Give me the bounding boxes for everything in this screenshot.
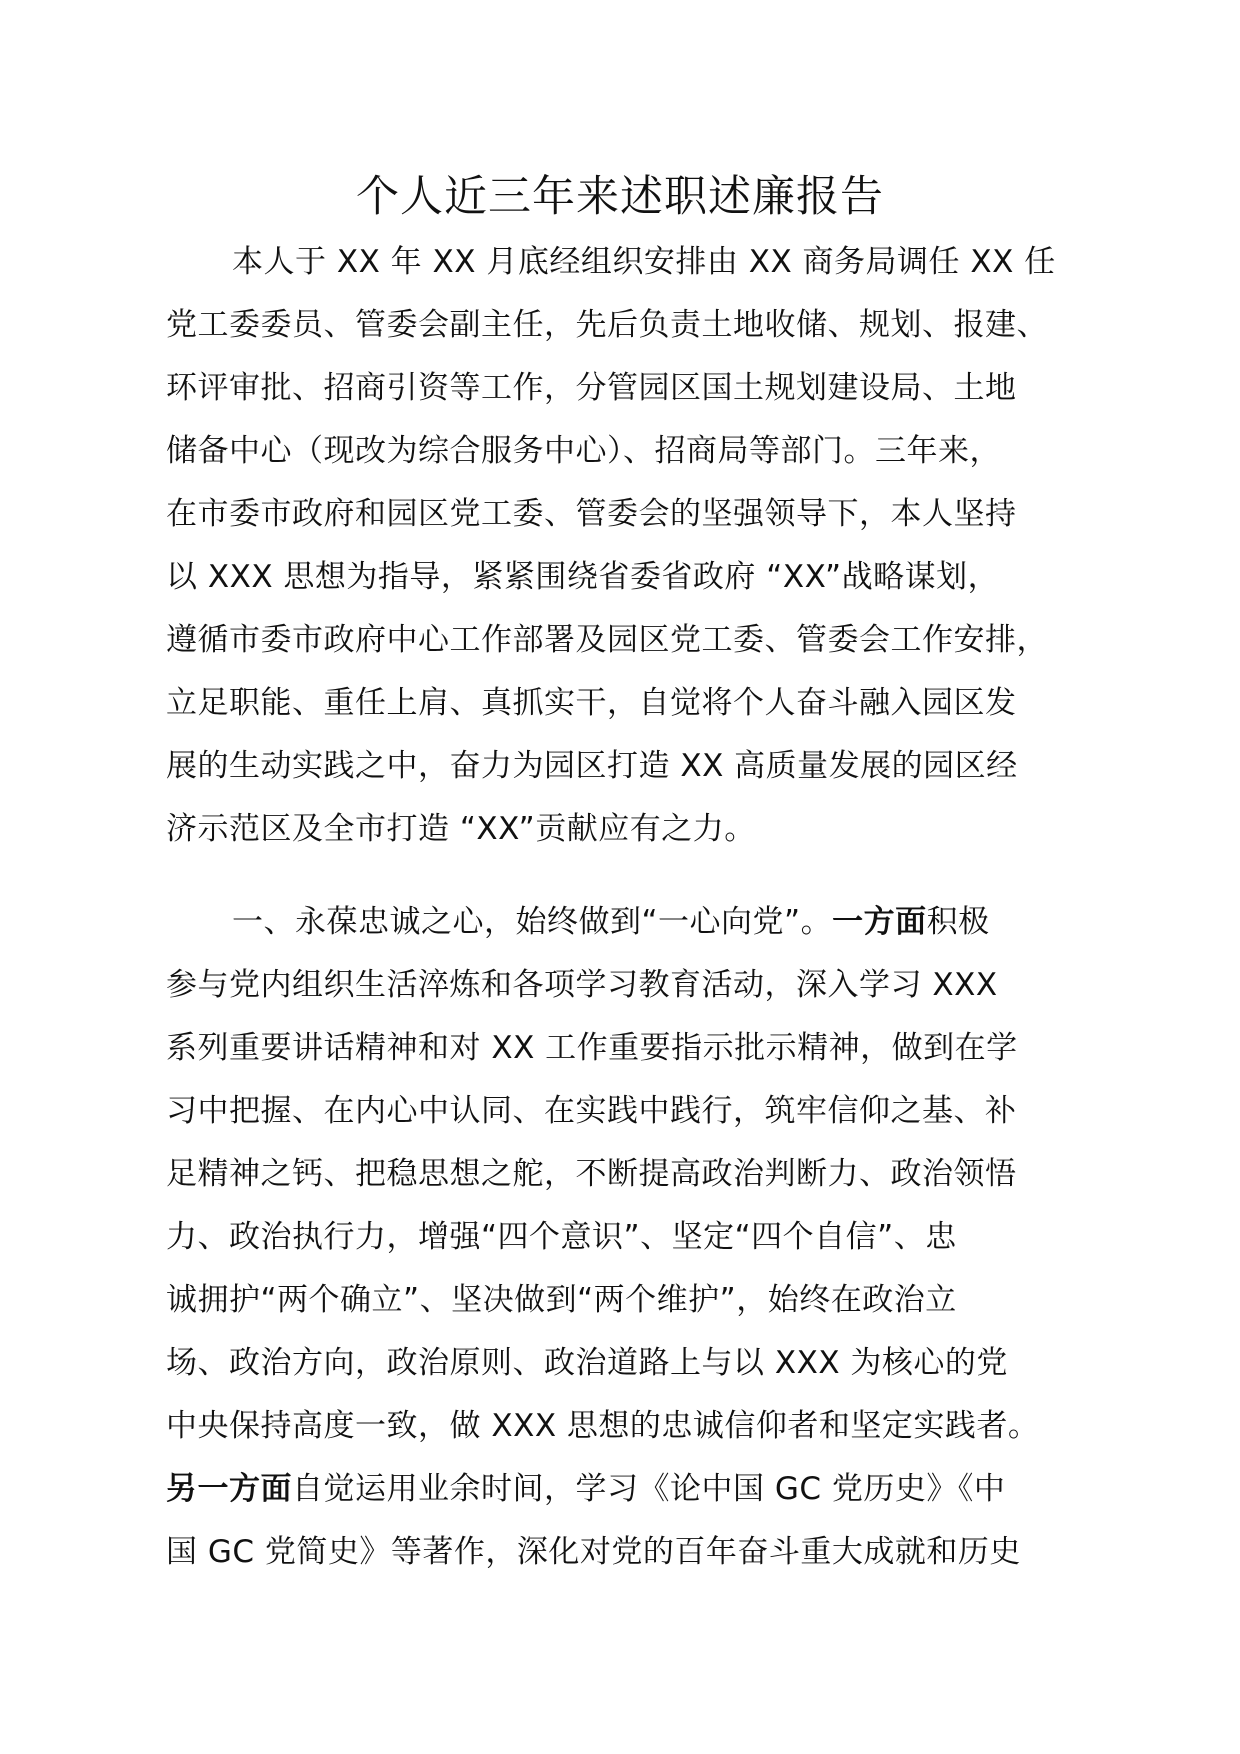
paragraph-2-line [166,1458,1086,1521]
paragraph-1-line: 在市委市政府和园区党工委、管委会的坚强领导下，本人坚持 [166,496,1017,532]
paragraph-1-line: 本人于 XX 年 XX 月底经组织安排由 XX 商务局调任 XX 任 [232,244,1056,280]
paragraph-2-first-line [166,891,1086,954]
emphasis-other-side: 另一方面 [166,1471,292,1507]
paragraph-1-line: 立足职能、重任上肩、真抓实干，自觉将个人奋斗融入园区发 [166,685,1017,721]
paragraph-gap [166,861,1086,891]
paragraph-1-line: 济示范区及全市打造 “XX”贡献应有之力。 [166,811,756,847]
document-body [166,231,1086,1584]
paragraph-2-line: 力、政治执行力，增强“四个意识”、坚定“四个自信”、忠 [166,1219,957,1255]
paragraph-2-line-tail: 积极 [926,904,990,940]
paragraph-1-line: 党工委委员、管委会副主任，先后负责土地收储、规划、报建、 [166,307,1048,343]
paragraph-1-line: 储备中心（现改为综合服务中心）、招商局等部门。三年来， [166,433,1001,469]
paragraph-2-line: 场、政治方向，政治原则、政治道路上与以 XXX 为核心的党 [166,1345,1008,1381]
paragraph-2-line: 习中把握、在内心中认同、在实践中践行，筑牢信仰之基、补 [166,1093,1017,1129]
paragraph-2-line: 国 GC 党简史》等著作，深化对党的百年奋斗重大成就和历史 [166,1534,1021,1570]
emphasis-one-side: 一方面 [832,904,927,940]
paragraph-1-line: 以 XXX 思想为指导，紧紧围绕省委省政府 “XX”战略谋划， [166,559,1000,595]
section-heading-text: 一、永葆忠诚之心，始终做到“一心向党”。 [232,904,833,940]
document-title: 个人近三年来述职述廉报告 [356,172,884,222]
paragraph-1-line: 环评审批、招商引资等工作，分管园区国土规划建设局、土地 [166,370,1017,406]
paragraph-1-line: 遵循市委市政府中心工作部署及园区党工委、管委会工作安排， [166,622,1048,658]
paragraph-2-line-tail: 自觉运用业余时间，学习《论中国 GC 党历史》《中 [292,1471,1006,1507]
paragraph-2-line: 足精神之钙、把稳思想之舵，不断提高政治判断力、政治领悟 [166,1156,1017,1192]
paragraph-2-line: 系列重要讲话精神和对 XX 工作重要指示批示精神，做到在学 [166,1030,1018,1066]
paragraph-2-line: 中央保持高度一致，做 XXX 思想的忠诚信仰者和坚定实践者。 [166,1408,1040,1444]
paragraph-2-line: 诚拥护“两个确立”、坚决做到“两个维护”，始终在政治立 [166,1282,957,1318]
paragraph-2-line: 参与党内组织生活淬炼和各项学习教育活动，深入学习 XXX [166,967,998,1003]
paragraph-1-line: 展的生动实践之中，奋力为园区打造 XX 高质量发展的园区经 [166,748,1018,784]
